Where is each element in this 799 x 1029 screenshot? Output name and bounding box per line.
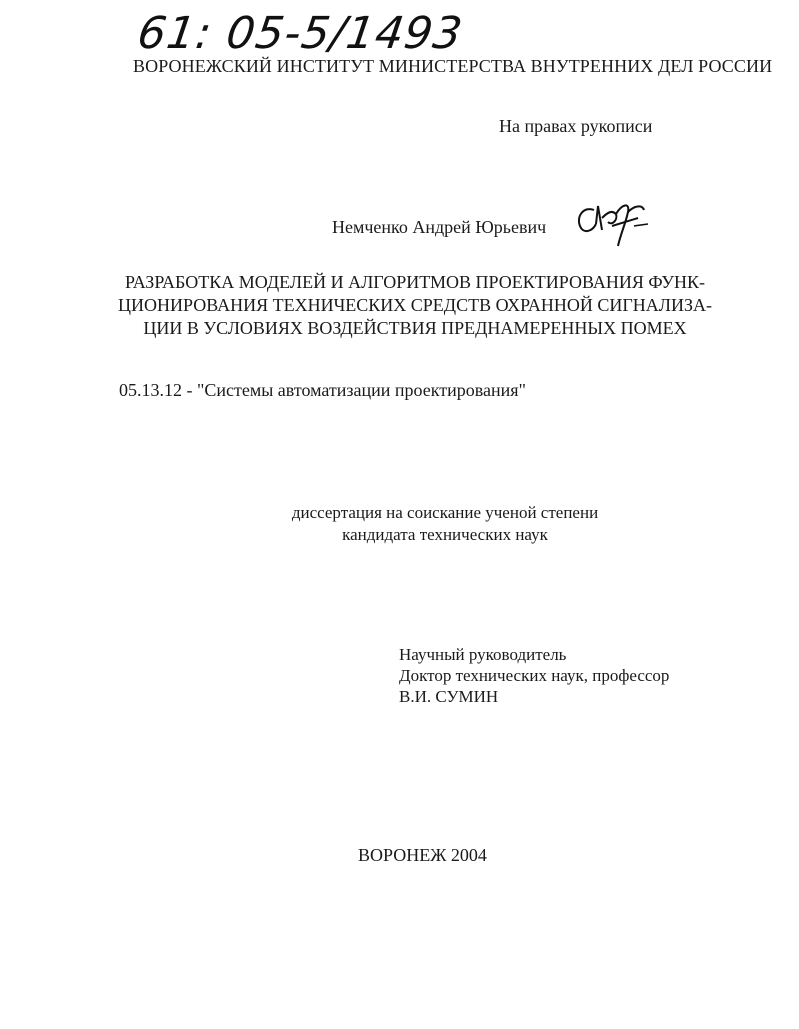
degree-line: кандидата технических наук — [342, 525, 548, 544]
degree-line: диссертация на соискание ученой степени — [291, 503, 599, 522]
title-line: ЦИОНИРОВАНИЯ ТЕХНИЧЕСКИХ СРЕДСТВ ОХРАННОЙ СИГНАЛИЗА- — [117, 295, 712, 315]
signature-icon — [572, 196, 652, 248]
city-year: ВОРОНЕЖ 2004 — [358, 845, 487, 865]
advisor-name: В.И. СУМИН — [399, 687, 499, 706]
institute-name: ВОРОНЕЖСКИЙ ИНСТИТУТ МИНИСТЕРСТВА ВНУТРЕННИХ ДЕЛ РОССИИ — [133, 56, 773, 76]
advisor-role: Научный руководитель — [399, 645, 567, 664]
advisor-credentials: Доктор технических наук, профессор — [399, 666, 670, 685]
rights-note: На правах рукописи — [499, 116, 653, 136]
specialty-code: 05.13.12 - "Системы автоматизации проектирования" — [119, 380, 526, 400]
archive-code-handwritten: 61: 05-5/1493 — [134, 8, 467, 59]
advisor-block — [399, 644, 669, 707]
dissertation-title — [100, 271, 730, 340]
author-name: Немченко Андрей Юрьевич — [332, 217, 547, 237]
title-line: РАЗРАБОТКА МОДЕЛЕЙ И АЛГОРИТМОВ ПРОЕКТИРОВАНИЯ ФУНК- — [125, 272, 705, 292]
title-line: ЦИИ В УСЛОВИЯХ ВОЗДЕЙСТВИЯ ПРЕДНАМЕРЕННЫХ ПОМЕХ — [143, 318, 687, 338]
degree-statement — [275, 502, 615, 546]
